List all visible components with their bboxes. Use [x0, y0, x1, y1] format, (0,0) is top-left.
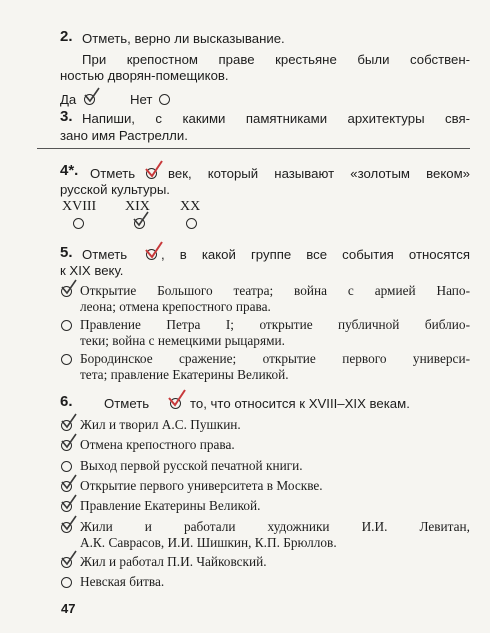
- pencil-check-icon: [59, 277, 79, 297]
- pencil-check-icon: [59, 548, 79, 568]
- task-3-prompt-line1: Напиши, с какими памятниками архитектуры свя-: [82, 111, 470, 126]
- option-xx-label: XX: [180, 199, 201, 214]
- task-3-number: 3.: [60, 108, 73, 125]
- pencil-check-icon: [59, 411, 79, 431]
- task-6-item-4-label: Открытие первого университета в Москве.: [80, 478, 323, 493]
- task-6-prompt-a: Отметь: [104, 396, 150, 411]
- red-check-icon: [166, 387, 188, 409]
- task-5-option-2-radio[interactable]: [61, 320, 72, 331]
- task-5-option-3-radio[interactable]: [61, 354, 72, 365]
- answer-no-radio[interactable]: [159, 94, 170, 105]
- task-2-number: 2.: [60, 28, 73, 45]
- task-6-item-5-label: Правление Екатерины Великой.: [80, 498, 261, 513]
- option-xix-label: XIX: [125, 199, 150, 214]
- task-6-item-8-label: Невская битва.: [80, 574, 165, 589]
- pencil-check-icon: [82, 85, 102, 105]
- task-2-prompt: Отметь, верно ли высказывание.: [82, 31, 285, 46]
- page-number: 47: [61, 601, 76, 616]
- task-5-prompt-a: Отметь: [82, 247, 128, 262]
- task-5-option-2-line2: теки; война с немецкими рыцарями.: [80, 333, 285, 348]
- task-5-prompt-b: , в какой группе все события относятся: [161, 247, 470, 262]
- pencil-check-icon: [59, 472, 79, 492]
- option-xviii-label: XVIII: [62, 199, 97, 214]
- task-6-item-3-radio[interactable]: [61, 461, 72, 472]
- pencil-check-icon: [131, 209, 151, 229]
- section-divider: [37, 148, 470, 149]
- red-check-icon: [143, 158, 165, 180]
- task-6-item-6-line2: А.К. Саврасов, И.И. Шишкин, К.П. Брюллов.: [80, 535, 337, 550]
- task-6-item-7-label: Жил и работал П.И. Чайковский.: [80, 554, 267, 569]
- task-5-prompt-line2: к XIX веку.: [60, 263, 124, 278]
- option-xviii-radio[interactable]: [73, 218, 84, 229]
- pencil-check-icon: [59, 492, 79, 512]
- task-4-prompt-b: век, который называют «золотым веком»: [168, 166, 470, 181]
- task-5-option-1-line2: леона; отмена крепостного права.: [80, 299, 271, 314]
- task-2-statement-line1: При крепостном праве крестьяне были собствен-: [82, 52, 470, 67]
- pencil-check-icon: [59, 513, 79, 533]
- task-2-statement-line2: ностью дворян-помещиков.: [60, 68, 229, 83]
- task-3-prompt-line2: зано имя Растрелли.: [60, 128, 188, 143]
- task-6-item-8-radio[interactable]: [61, 577, 72, 588]
- task-6-prompt-b: то, что относится к XVIII–XIX векам.: [190, 396, 410, 411]
- task-4-number: 4*.: [60, 162, 79, 179]
- answer-no-label: Нет: [130, 92, 153, 107]
- task-4-prompt-a: Отметь: [90, 166, 136, 181]
- task-5-option-1-line1: Открытие Большого театра; война с армией Напо-: [80, 283, 470, 298]
- task-6-item-3-label: Выход первой русской печатной книги.: [80, 458, 303, 473]
- task-5-option-3-line2: тета; правление Екатерины Великой.: [80, 367, 289, 382]
- task-6-item-6-line1: Жили и работали художники И.И. Левитан,: [80, 519, 470, 534]
- task-6-item-1-label: Жил и творил А.С. Пушкин.: [80, 417, 241, 432]
- task-6-number: 6.: [60, 393, 73, 410]
- task-5-option-3-line1: Бородинское сражение; открытие первого универси-: [80, 351, 470, 366]
- task-5-number: 5.: [60, 244, 73, 261]
- option-xx-radio[interactable]: [186, 218, 197, 229]
- task-6-item-2-label: Отмена крепостного права.: [80, 437, 235, 452]
- pencil-check-icon: [59, 431, 79, 451]
- answer-yes-label: Да: [60, 92, 77, 107]
- task-5-option-2-line1: Правление Петра I; открытие публичной библио-: [80, 317, 470, 332]
- task-4-prompt-line2: русской культуры.: [60, 182, 170, 197]
